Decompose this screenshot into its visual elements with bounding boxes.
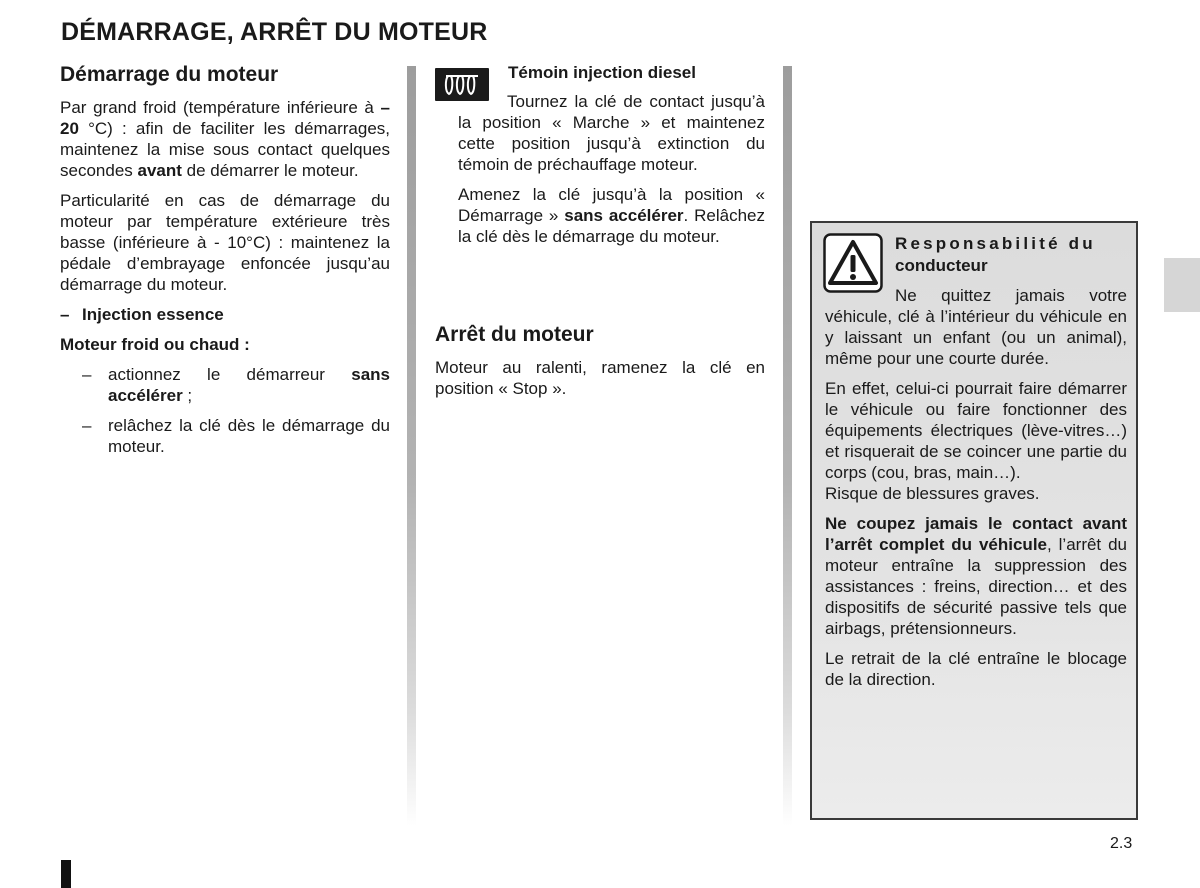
diesel-title: Témoin injection diesel	[508, 63, 696, 82]
text-bold: Injection essence	[82, 305, 224, 324]
corner-mark	[61, 860, 71, 888]
section-heading-arret: Arrêt du moteur	[435, 323, 594, 346]
subheading-moteur-froid: Moteur froid ou chaud :	[60, 335, 250, 354]
column-divider-bar	[783, 66, 792, 826]
warning-paragraph-4	[825, 513, 1127, 639]
paragraph-diesel-2	[458, 184, 765, 247]
stop-section	[435, 322, 765, 399]
text-bold: sans accélérer	[108, 365, 390, 405]
paragraph-diesel-1: Tournez la clé de contact jusqu’à la position « Marche » et maintenez cette position jusqu’à extinction du témoin de préchauffage moteur.	[458, 92, 765, 174]
page-number: 2.3	[1110, 835, 1133, 852]
text-bold: avant	[137, 161, 182, 180]
warning-paragraph-1: Ne quittez jamais votre véhicule, clé à l’intérieur du véhicule en y laissant un enfant (ou un animal), même pour une courte durée.	[825, 286, 1127, 368]
text: . Relâchez la clé dès le démarrage du moteur.	[458, 206, 766, 246]
warning-text	[825, 233, 1127, 699]
page-title: DÉMARRAGE, ARRÊT DU MOTEUR	[61, 18, 488, 46]
text: de démarrer le moteur.	[181, 161, 359, 180]
list-item	[60, 364, 390, 406]
text: actionnez le démarreur	[108, 365, 352, 384]
section-heading-demarrage: Démarrage du moteur	[60, 63, 279, 86]
list-item	[60, 415, 390, 457]
text: ;	[182, 386, 193, 405]
list-item-injection-essence	[60, 304, 390, 325]
left-column	[60, 62, 390, 466]
paragraph-particularite: Particularité en cas de démarrage du moteur par température extérieure très basse (inférieure à - 10°C) : maintenez la pédale d’embrayage enfoncée jusqu’au démarrage du moteur.	[60, 191, 390, 294]
text-bold: – 20	[60, 98, 390, 138]
text-bold: Ne coupez jamais le contact avant l’arrêt complet du véhicule	[825, 514, 1127, 554]
text: , l’arrêt du moteur entraîne la suppression des assistances : freins, direction… et des dispositifs de sécurité passive tels que airbags, prétensionneurs.	[825, 535, 1127, 638]
dash-marker: –	[60, 305, 70, 324]
dash-marker: –	[82, 416, 92, 435]
text-bold: sans accélérer	[564, 206, 684, 225]
dash-marker: –	[82, 365, 92, 384]
diesel-section	[458, 62, 765, 256]
text: Amenez la clé jusqu’à la position « Démarrage »	[458, 185, 765, 225]
column-divider-bar	[407, 66, 416, 826]
paragraph-grand-froid	[60, 97, 390, 181]
paragraph-stop: Moteur au ralenti, ramenez la clé en position « Stop ».	[435, 358, 765, 398]
warning-title-line2: conducteur	[895, 256, 988, 275]
text: Par grand froid (température inférieure à	[60, 98, 381, 117]
warning-title: Responsabilité du	[895, 234, 1096, 253]
text: relâchez la clé dès le démarrage du moteur.	[108, 416, 390, 456]
warning-paragraph-2: En effet, celui-ci pourrait faire démarrer le véhicule ou faire fonctionner des équipements électriques (lève-vitres…) et risquerait de se coincer une partie du corps (cou, bras, main…).	[825, 379, 1127, 482]
chapter-tab	[1164, 258, 1200, 312]
warning-paragraph-5: Le retrait de la clé entraîne le blocage de la direction.	[825, 649, 1127, 689]
warning-box	[810, 221, 1138, 820]
text: °C) : afin de faciliter les démarrages, maintenez la mise sous contact quelques secondes	[60, 119, 390, 180]
warning-paragraph-3: Risque de blessures graves.	[825, 484, 1040, 503]
